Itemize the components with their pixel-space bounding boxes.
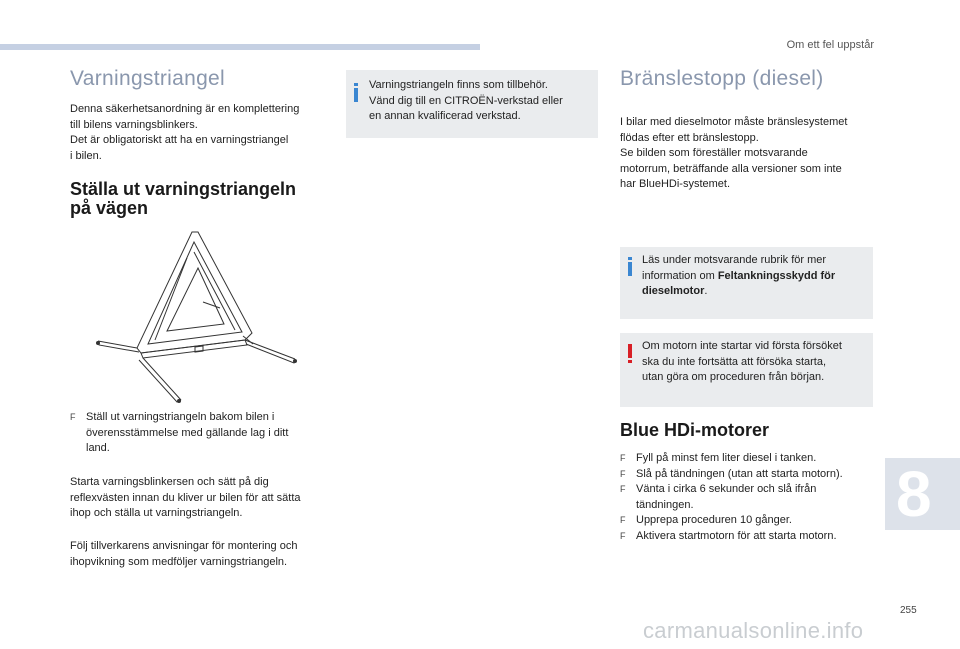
- info-line: Vänd dig till en CITROËN-verkstad eller: [369, 94, 563, 107]
- bullet-f-icon: F: [620, 515, 626, 525]
- triangle-inner-frame: [148, 242, 242, 344]
- info-text: .: [704, 285, 708, 297]
- stand-leg-front: [139, 358, 181, 402]
- bullet-line: land.: [86, 442, 110, 454]
- warning-line: ska du inte fortsätta att försöka starta,: [642, 355, 827, 368]
- info-bold-text: Feltankningsskydd för: [717, 269, 836, 282]
- step-item: [620, 482, 880, 513]
- chapter-number: 8: [896, 458, 932, 530]
- bullet-f-icon: F: [620, 484, 626, 494]
- right-intro-line: har BlueHDi-systemet.: [620, 178, 731, 190]
- info-icon: [628, 257, 632, 276]
- warning-line: utan göra om proceduren från början.: [642, 371, 825, 383]
- left-subtitle-line: Ställa ut varningstriangeln: [70, 179, 297, 199]
- triangle-outer-frame: [137, 232, 252, 353]
- info-line: Varningstriangeln finns som tillbehör.: [369, 79, 548, 91]
- step-line: Vänta i cirka 6 sekunder och slå ifrån: [636, 483, 817, 495]
- step-line: Slå på tändningen (utan att starta motorn).: [636, 467, 843, 480]
- info-bold-text: dieselmotor: [642, 285, 705, 297]
- warning-exclamation-icon: [628, 344, 632, 364]
- triangle-cutout: [167, 268, 224, 331]
- paragraph-line: ihop och ställa ut varningstriangeln.: [70, 507, 243, 519]
- bullet-line: överensstämmelse med gällande lag i ditt: [86, 426, 289, 439]
- left-subtitle: [70, 180, 330, 218]
- info-text: information om: [642, 269, 718, 282]
- left-intro: [70, 102, 330, 164]
- right-intro-line: motorrum, beträffande alla versioner som inte: [620, 162, 842, 175]
- bullet-f-icon: F: [620, 468, 626, 479]
- step-item: [620, 467, 880, 483]
- paragraph-line: Följ tillverkarens anvisningar för montering och: [70, 540, 298, 552]
- top-decor-bar: [0, 44, 480, 50]
- right-intro: [620, 115, 880, 193]
- restart-warning-box: [620, 333, 873, 407]
- left-paragraph-1: [70, 475, 340, 522]
- leg-cap: [177, 399, 181, 403]
- step-item: [620, 513, 880, 529]
- info-line: en annan kvalificerad verkstad.: [369, 110, 521, 122]
- info-line: [642, 269, 867, 285]
- info-line: Läs under motsvarande rubrik för mer: [642, 254, 827, 266]
- paragraph-line: Starta varningsblinkersen och sätt på dig: [70, 476, 269, 488]
- step-item: [620, 529, 880, 545]
- info-icon: [354, 83, 358, 102]
- warning-line: Om motorn inte startar vid första försöket: [642, 340, 842, 352]
- right-title: Bränslestopp (diesel): [620, 67, 824, 90]
- bullet-line: Ställ ut varningstriangeln bakom bilen i: [86, 411, 275, 423]
- bullet-f-icon: F: [70, 412, 76, 422]
- right-intro-line: Se bilden som föreställer motsvarande: [620, 147, 808, 159]
- bullet-f-icon: F: [620, 530, 626, 541]
- step-line: Upprepa proceduren 10 gånger.: [636, 514, 792, 526]
- paragraph-line: ihopvikning som medföljer varningstriangeln.: [70, 555, 288, 568]
- left-intro-line: Det är obligatoriskt att ha en varningstriangel: [70, 134, 289, 146]
- leg-cap: [293, 359, 297, 363]
- bluehdi-steps: [620, 451, 880, 544]
- page-number: 255: [900, 605, 917, 616]
- bullet-f-icon: F: [620, 453, 626, 463]
- left-intro-line: i bilen.: [70, 149, 102, 162]
- section-title: Om ett fel uppstår: [786, 39, 874, 51]
- left-intro-line: till bilens varningsblinkers.: [70, 118, 198, 131]
- right-intro-line: I bilar med dieselmotor måste bränslesystemet: [620, 116, 848, 128]
- step-line: Fyll på minst fem liter diesel i tanken.: [636, 452, 817, 464]
- leg-cap: [96, 341, 100, 345]
- left-intro-line: Denna säkerhetsanordning är en komplettering: [70, 103, 300, 115]
- paragraph-line: reflexvästen innan du kliver ur bilen för att sätta: [70, 491, 301, 504]
- bluehdi-subtitle: Blue HDi-motorer: [620, 420, 770, 440]
- step-item: [620, 451, 880, 467]
- misfuelling-info-box: [620, 247, 873, 319]
- accessory-info-box: [346, 70, 598, 138]
- right-intro-line: flödas efter ett bränslestopp.: [620, 131, 759, 144]
- step-line: Aktivera startmotorn för att starta motorn.: [636, 529, 837, 542]
- step-line: tändningen.: [636, 498, 694, 511]
- left-subtitle-line: på vägen: [70, 198, 149, 218]
- stand-leg-back: [203, 302, 253, 344]
- chapter-tab: [885, 458, 960, 530]
- warning-triangle-illustration: [95, 228, 305, 406]
- left-paragraph-2: [70, 539, 340, 570]
- info-line: [642, 284, 867, 300]
- watermark-text: carmanualsonline.info: [643, 618, 864, 643]
- left-bullet-item: [70, 410, 346, 457]
- stand-leg-left: [98, 341, 139, 352]
- left-title: Varningstriangel: [70, 67, 225, 90]
